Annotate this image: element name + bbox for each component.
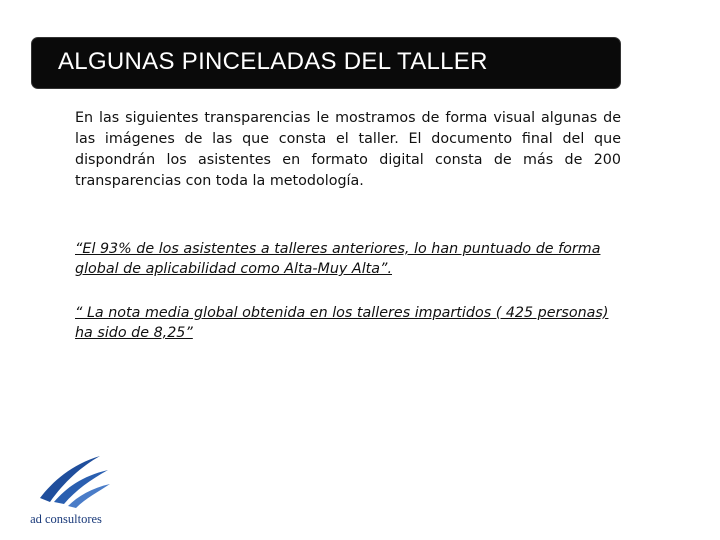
title-bar [31,37,621,89]
quote-nota-media: “ La nota media global obtenida en los talleres impartidos ( 425 personas) ha sido de 8,25” [75,305,609,341]
quote-aplicabilidad: “El 93% de los asistentes a talleres anteriores, lo han puntuado de forma global de aplicabilidad como Alta-Muy Alta”. [75,241,601,277]
intro-paragraph: En las siguientes transparencias le mostramos de forma visual algunas de las imágenes de las que consta el taller. El documento final del que dispondrán los asistentes en formato digital consta de más de 200 transparencias con toda la metodología. [75,110,621,189]
ad-consultores-logo-icon [38,452,110,508]
logo-text: ad consultores [30,512,102,526]
slide-title: ALGUNAS PINCELADAS DEL TALLER [58,48,488,75]
company-logo [18,452,114,528]
